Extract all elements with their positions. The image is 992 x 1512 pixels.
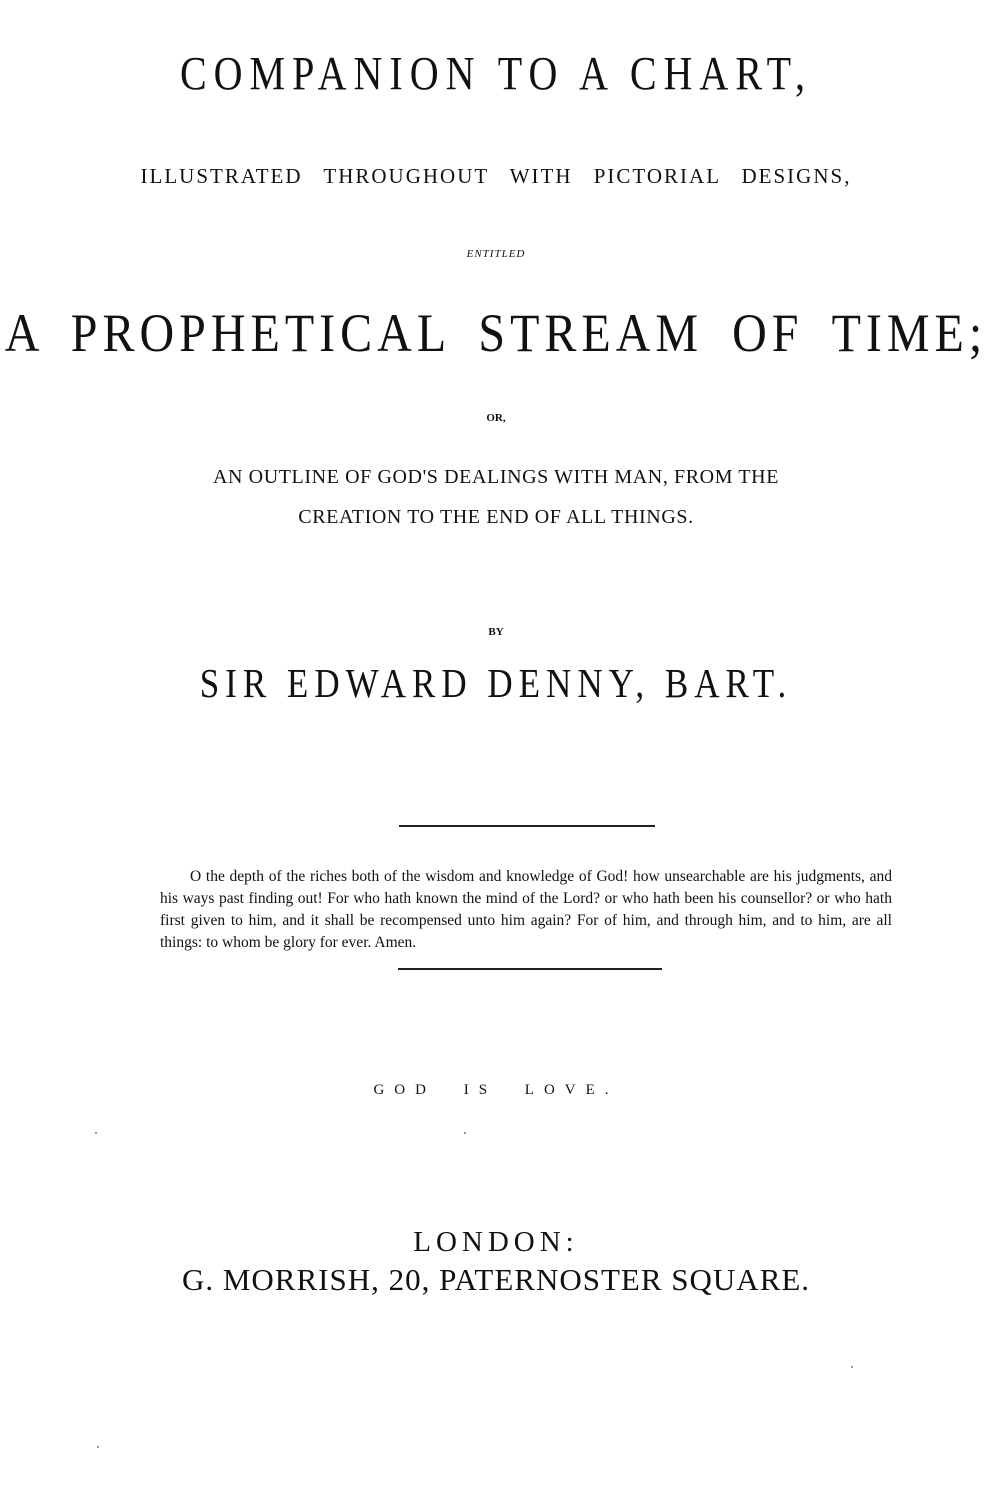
author-name: SIR EDWARD DENNY, BART. bbox=[199, 660, 793, 707]
imprint-publisher: G. MORRISH, 20, PATERNOSTER SQUARE. bbox=[181, 1262, 811, 1297]
main-title: COMPANION TO A CHART, bbox=[179, 46, 813, 101]
paper-speck bbox=[97, 1446, 99, 1448]
motto: GOD IS LOVE. bbox=[373, 1082, 619, 1098]
imprint-city: LONDON: bbox=[413, 1226, 579, 1258]
paper-speck bbox=[95, 1132, 97, 1134]
epigraph-bottom-rule bbox=[398, 968, 662, 970]
by-label: BY bbox=[488, 626, 504, 638]
or-label: OR, bbox=[486, 412, 506, 424]
paper-speck bbox=[851, 1366, 853, 1368]
paper-speck bbox=[464, 1132, 466, 1134]
outline-line-1: AN OUTLINE OF GOD'S DEALINGS WITH MAN, FROM THE bbox=[212, 466, 780, 488]
epigraph-text: O the depth of the riches both of the wisdom and knowledge of God! how unsearchable are his judgments, and his ways past finding out! For who hath known the mind of the Lord? or who hath been his counsellor? or who hath first given to him, and it shall be recompensed unto him again? For of him, and through him, and to him, are all things: to whom be glory for ever. Amen. bbox=[160, 867, 892, 951]
epigraph-top-rule bbox=[399, 825, 655, 827]
outline-line-2: CREATION TO THE END OF ALL THINGS. bbox=[298, 506, 694, 528]
entitled-label: ENTITLED bbox=[466, 248, 526, 260]
subtitle-line: ILLUSTRATED THROUGHOUT WITH PICTORIAL DESIGNS, bbox=[140, 164, 852, 188]
chart-title: A PROPHETICAL STREAM OF TIME; bbox=[4, 303, 988, 364]
